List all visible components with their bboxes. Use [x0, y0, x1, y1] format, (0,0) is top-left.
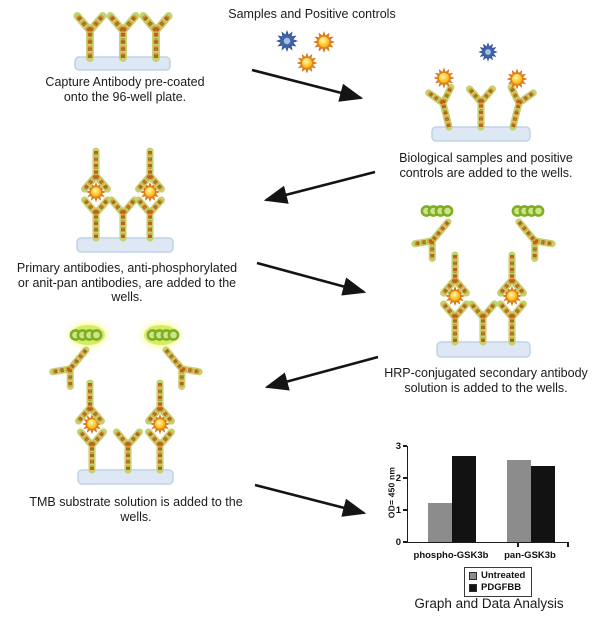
- hrp-coil-icon: [148, 330, 178, 339]
- bar-pdgfbb-phospho-GSK3b: [452, 456, 476, 542]
- flow-arrow-icon: [252, 70, 361, 98]
- step3-caption: [2, 261, 252, 305]
- capture-antibody-icon: [149, 432, 172, 470]
- flow-arrow-icon: [257, 263, 364, 292]
- step5-caption: [12, 495, 260, 524]
- bar-untreated-pan-GSK3b: [507, 460, 531, 542]
- step1-caption: [25, 75, 225, 104]
- step3-caption-line1: Primary antibodies, anti-phosphorylated: [16, 261, 238, 275]
- chart-y-axis-label: OD= 450 nm: [386, 466, 397, 519]
- bar-pdgfbb-pan-GSK3b: [531, 466, 555, 542]
- graph-caption: Graph and Data Analysis: [414, 596, 564, 611]
- x-category-label: phospho-GSK3b: [413, 550, 489, 561]
- hrp-coil-icon: [513, 206, 543, 215]
- antigen-sun-icon: [297, 53, 316, 72]
- legend-entry-untreated: [469, 570, 525, 581]
- capture-antibody-icon: [110, 16, 135, 58]
- step1-capture-panel: [75, 16, 170, 70]
- flow-arrow-icon: [266, 172, 375, 200]
- hrp-coil-icon: [71, 330, 101, 339]
- step4-caption: [380, 366, 592, 395]
- capture-antibody-icon: [502, 87, 533, 129]
- x-category-label: pan-GSK3b: [504, 550, 556, 561]
- step3-primary-panel: [77, 151, 173, 252]
- step2-caption-line2: controls are added to the wells.: [399, 165, 573, 180]
- flow-arrow-icon: [255, 485, 364, 513]
- step5-tmb-panel: [53, 316, 199, 484]
- step4-hrp-panel: [415, 206, 552, 357]
- hrp-coil-icon: [422, 206, 452, 215]
- step5-caption-line1: TMB substrate solution is added to the wells.: [29, 495, 243, 524]
- antigen-sun-icon: [314, 32, 334, 52]
- samples-label-text: Samples and Positive controls: [228, 7, 396, 21]
- legend-entry-pdgfbb: [469, 582, 525, 593]
- samples-panel: [277, 31, 334, 73]
- capture-antibody-icon: [139, 200, 162, 238]
- x-tick-mark: [567, 543, 569, 547]
- y-tick-label: 2: [395, 472, 401, 484]
- secondary-antibody-icon: [510, 215, 552, 259]
- y-tick-label: 1: [395, 504, 401, 516]
- step4-caption-line1: HRP-conjugated secondary antibody: [384, 366, 588, 380]
- capture-antibody-icon: [444, 304, 467, 342]
- chart-plot-area: [407, 446, 569, 543]
- step1-caption-line1: Capture Antibody pre-coated: [45, 75, 205, 89]
- step2-samples-panel: [429, 43, 534, 141]
- legend-swatch: [469, 584, 477, 592]
- bar-untreated-phospho-GSK3b: [428, 503, 452, 542]
- flow-arrows: [252, 70, 378, 513]
- capture-antibody-icon: [117, 432, 140, 470]
- capture-antibody-icon: [429, 87, 460, 129]
- step2-caption-line1: Biological samples and positive: [399, 151, 573, 165]
- step2-caption: [381, 151, 591, 180]
- x-tick-mark: [517, 543, 519, 547]
- capture-antibody-icon: [85, 200, 108, 238]
- step3-caption-line2: or anit-pan antibodies, are added to the wells.: [17, 275, 237, 304]
- legend-label: Untreated: [481, 570, 526, 581]
- y-tick-label: 3: [395, 440, 401, 452]
- capture-antibody-icon: [81, 432, 104, 470]
- samples-label: [212, 7, 412, 22]
- legend-swatch: [469, 572, 477, 580]
- legend-label: PDGFBB: [481, 582, 522, 593]
- chart-legend: [464, 567, 532, 597]
- positive-control-burst-icon: [277, 31, 297, 51]
- capture-antibody-icon: [472, 304, 495, 342]
- y-tick-label: 0: [395, 536, 401, 548]
- positive-control-burst-icon: [479, 43, 497, 61]
- capture-antibody-icon: [77, 16, 102, 58]
- step1-caption-line2: onto the 96-well plate.: [63, 89, 187, 104]
- step4-caption-line2: solution is added to the wells.: [404, 380, 568, 395]
- gsk3b-bar-chart: [385, 434, 590, 620]
- flow-arrow-icon: [267, 357, 378, 387]
- primary-antibody-icon: [79, 383, 102, 421]
- capture-antibody-icon: [501, 304, 524, 342]
- capture-antibody-icon: [143, 16, 168, 58]
- capture-antibody-icon: [112, 200, 135, 238]
- secondary-antibody-icon: [415, 215, 457, 259]
- capture-antibody-icon: [470, 89, 493, 127]
